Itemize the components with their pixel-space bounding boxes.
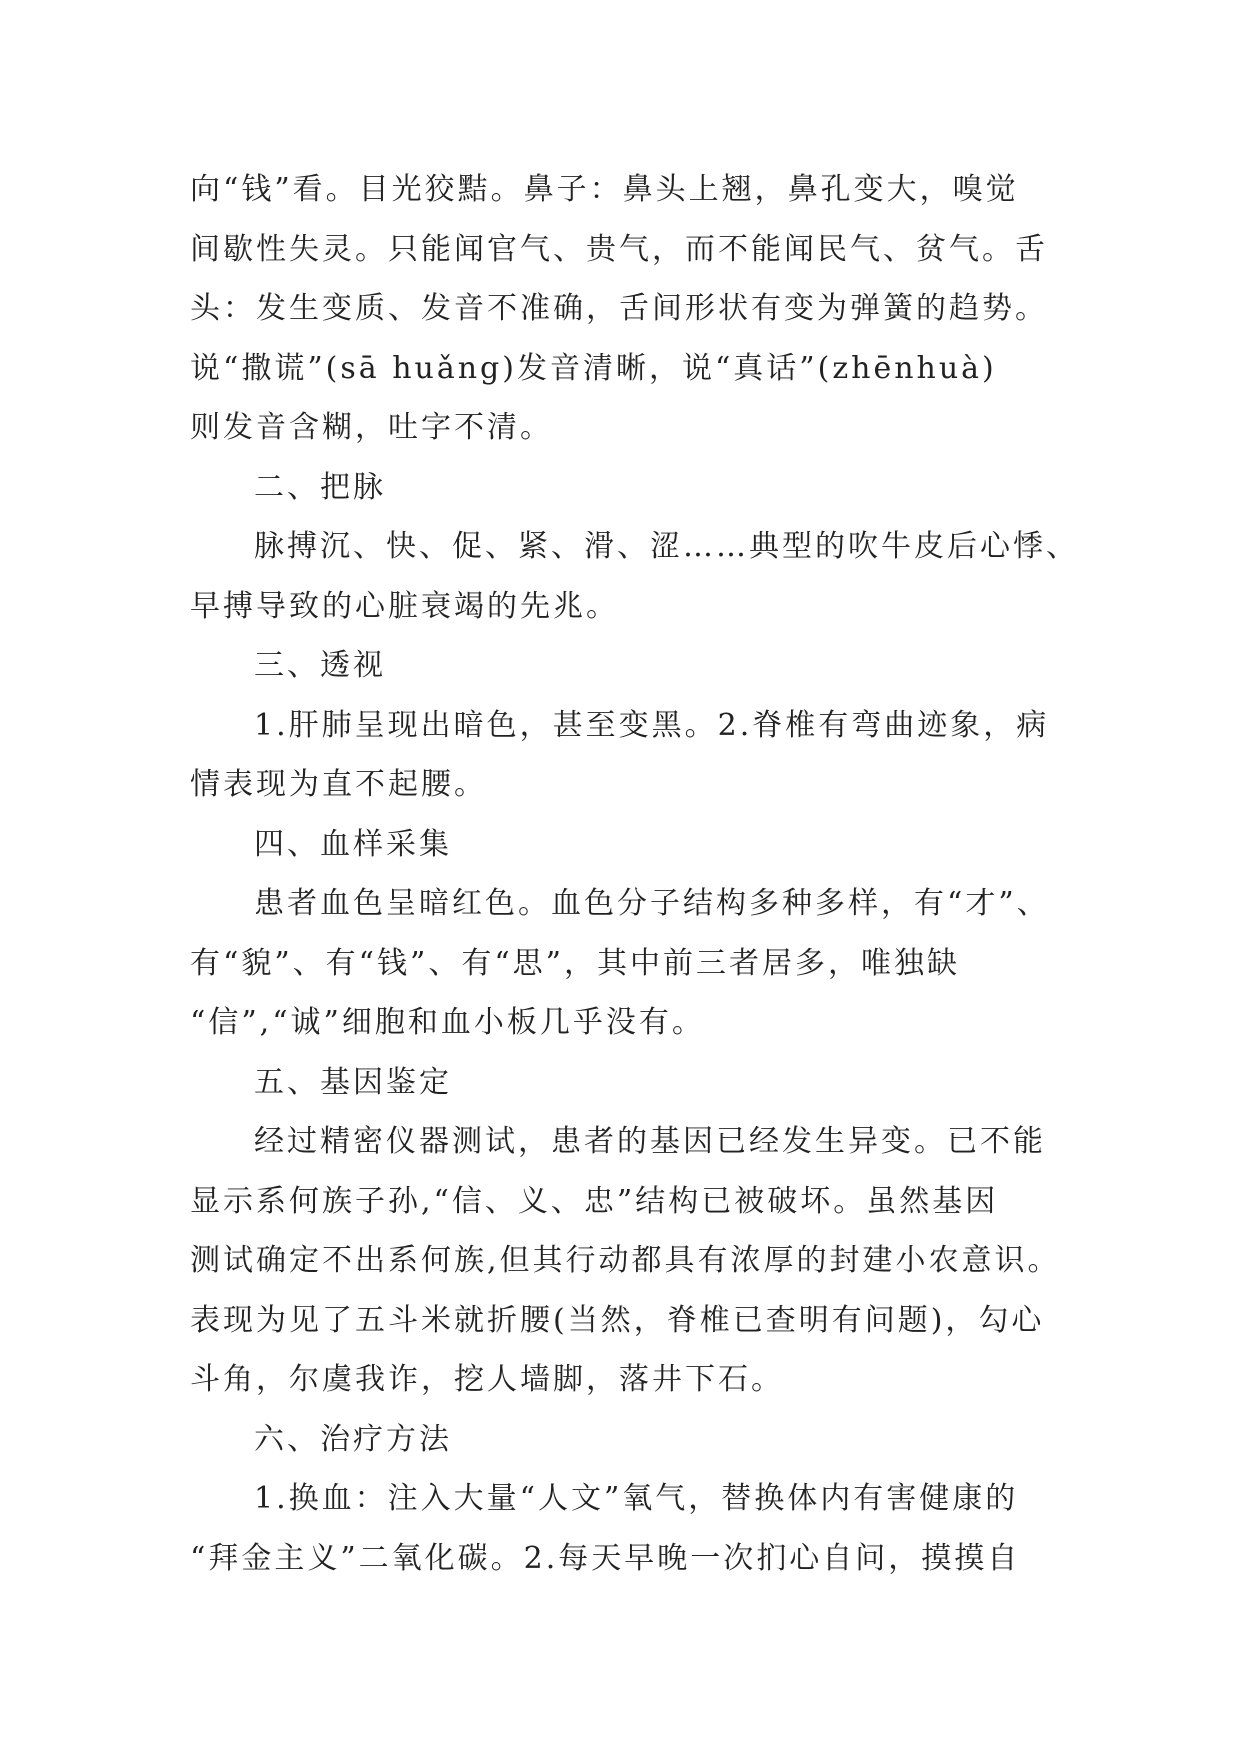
paragraph-blood-sample: [190, 874, 1070, 1053]
text-line: 1.肝肺呈现出暗色，甚至变黑。2.脊椎有弯曲迹象，病: [254, 707, 1050, 743]
heading-text: 三、透视: [254, 648, 386, 683]
section-heading-treatment: [190, 1410, 1070, 1470]
text-line: 早搏导致的心脏衰竭的先兆。: [190, 588, 619, 624]
section-heading-gene: [190, 1053, 1070, 1113]
text-line: “信”,“诚”细胞和血小板几乎没有。: [190, 1005, 705, 1040]
text-line: 1.换血：注入大量“人文”氧气，替换体内有害健康的: [254, 1481, 1019, 1516]
paragraph-xray: [190, 696, 1070, 815]
text-line: “拜金主义”二氧化碳。2.每天早晚一次扪心自问，摸摸自: [190, 1540, 1021, 1576]
text-line: 情表现为直不起腰。: [190, 767, 487, 802]
paragraph-gene: [190, 1112, 1070, 1410]
heading-text: 六、治疗方法: [254, 1421, 452, 1457]
text-line: 脉搏沉、快、促、紧、滑、涩……典型的吹牛皮后心悸、: [254, 529, 1079, 564]
text-line: 显示系何族子孙,“信、义、忠”结构已被破坏。虽然基因: [190, 1183, 999, 1219]
heading-text: 四、血样采集: [254, 826, 452, 862]
text-line: 向“钱”看。目光狡黠。鼻子：鼻头上翘，鼻孔变大，嗅觉: [190, 172, 1019, 207]
section-heading-blood-sample: [190, 815, 1070, 875]
heading-text: 二、把脉: [254, 469, 386, 505]
heading-text: 五、基因鉴定: [254, 1064, 452, 1100]
text-line: 则发音含糊，吐字不清。: [190, 410, 553, 445]
document-body: [190, 160, 1079, 1588]
paragraph-facial-exam: [190, 160, 1070, 458]
paragraph-pulse: [190, 517, 1079, 636]
text-line: 间歇性失灵。只能闻官气、贵气，而不能闻民气、贫气。舌: [190, 231, 1048, 267]
text-line: 说“撒谎”(sā huǎng)发音清晰，说“真话”(zhēnhuà): [190, 350, 997, 386]
text-line: 患者血色呈暗红色。血色分子结构多种多样，有“才”、: [254, 886, 1050, 921]
text-line: 经过精密仪器测试，患者的基因已经发生异变。已不能: [254, 1124, 1046, 1159]
text-line: 表现为见了五斗米就折腰(当然，脊椎已查明有问题)，勾心: [190, 1302, 1045, 1338]
paragraph-treatment: [190, 1469, 1070, 1588]
section-heading-pulse: [190, 458, 1070, 518]
text-line: 测试确定不出系何族,但其行动都具有浓厚的封建小农意识。: [190, 1243, 1061, 1278]
text-line: 有“貌”、有“钱”、有“思”，其中前三者居多，唯独缺: [190, 945, 961, 981]
text-line: 头：发生变质、发音不准确，舌间形状有变为弹簧的趋势。: [190, 291, 1048, 326]
text-line: 斗角，尔虞我诈，挖人墙脚，落井下石。: [190, 1362, 784, 1397]
section-heading-xray: [190, 636, 1070, 696]
